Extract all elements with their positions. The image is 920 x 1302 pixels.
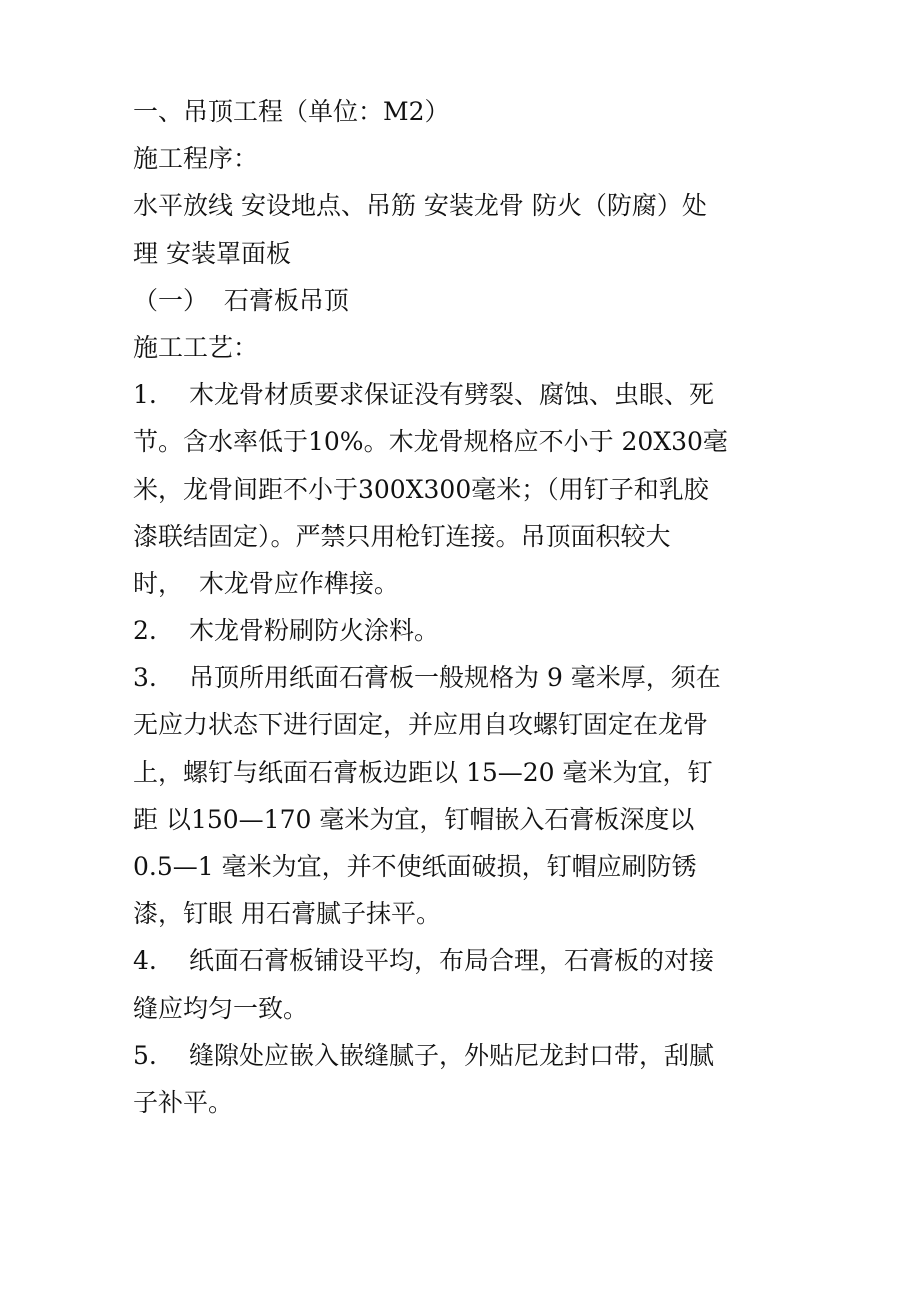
list-item-number: 4. <box>133 946 157 976</box>
list-item-2-line-1 <box>133 607 793 654</box>
procedure-steps-line-2: 理 安装罩面板 <box>133 238 291 268</box>
document-body <box>133 88 793 1126</box>
procedure-steps-line-1: 水平放线 安设地点、吊筋 安装龙骨 防火（防腐）处 <box>133 191 707 221</box>
list-item-text: 木龙骨粉刷防火涂料。 <box>189 616 440 646</box>
list-item-1-line-1 <box>133 371 793 418</box>
list-item-3-line-1 <box>133 654 793 701</box>
list-item-text: 缝隙处应嵌入嵌缝腻子，外贴尼龙封口带，刮腻 <box>189 1040 715 1070</box>
list-item-number: 1. <box>133 380 157 410</box>
list-item-5-line-1 <box>133 1032 793 1079</box>
section-heading: 一、吊顶工程（单位：M2） <box>133 97 450 126</box>
list-item-text: 吊顶所用纸面石膏板一般规格为 9 毫米厚，须在 <box>189 663 721 693</box>
procedure-label: 施工程序： <box>133 144 259 174</box>
subsection-title: （一） 石膏板吊顶 <box>133 285 349 315</box>
list-item-number: 2. <box>133 616 157 646</box>
list-item-3-line-6: 漆，钉眼 用石膏腻子抹平。 <box>133 899 441 929</box>
list-item-1-line-4: 漆联结固定）。严禁只用枪钉连接。吊顶面积较大 <box>133 521 671 551</box>
list-item-4-line-2: 缝应均匀一致。 <box>133 993 309 1023</box>
list-item-number: 3. <box>133 663 157 693</box>
craft-label: 施工工艺： <box>133 332 259 362</box>
list-item-1-line-2: 节。含水率低于10%。木龙骨规格应不小于 20X30毫 <box>133 427 728 457</box>
list-item-4-line-1 <box>133 937 793 984</box>
list-item-3-line-5: 0.5—1 毫米为宜，并不使纸面破损，钉帽应刷防锈 <box>133 852 697 881</box>
list-item-text: 纸面石膏板铺设平均，布局合理，石膏板的对接 <box>189 946 715 976</box>
list-item-text: 木龙骨材质要求保证没有劈裂、腐蚀、虫眼、死 <box>189 380 715 410</box>
list-item-5-line-2: 子补平。 <box>133 1087 234 1117</box>
list-item-3-line-2: 无应力状态下进行固定，并应用自攻螺钉固定在龙骨 <box>133 710 709 740</box>
list-item-3-line-4: 距 以150—170 毫米为宜，钉帽嵌入石膏板深度以 <box>133 804 695 834</box>
list-item-number: 5. <box>133 1040 157 1070</box>
list-item-1-line-5: 时， 木龙骨应作榫接。 <box>133 568 399 598</box>
list-item-3-line-3: 上，螺钉与纸面石膏板边距以 15—20 毫米为宜，钉 <box>133 757 713 787</box>
list-item-1-line-3: 米，龙骨间距不小于300X300毫米；（用钉子和乳胶 <box>133 474 709 504</box>
